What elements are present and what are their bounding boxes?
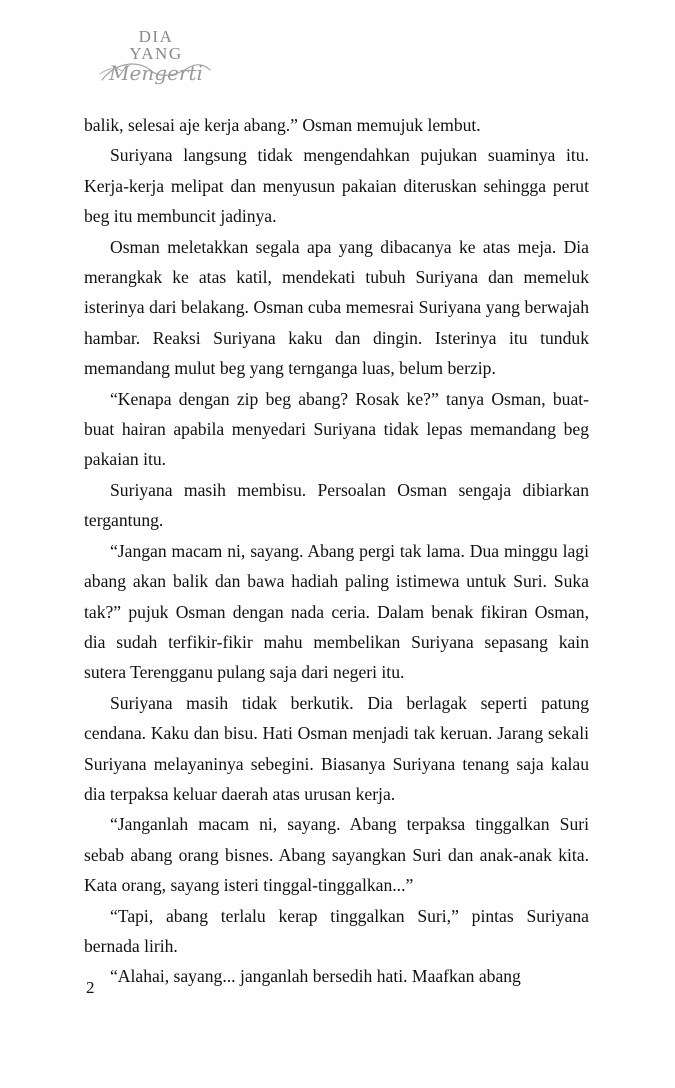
paragraph: Suriyana masih membisu. Persoalan Osman sengaja dibiarkan tergantung.: [84, 479, 589, 531]
paragraph: “Tapi, abang terlalu kerap tinggalkan Suri,” pintas Suriyana bernada lirih.: [84, 905, 589, 956]
paragraph: Suriyana masih tidak berkutik. Dia berlagak seperti patung cendana. Kaku dan bisu. Hati Osman menjadi tak keruan. Jarang sekali Suriyana melayaninya sebegini. Biasanya Suriyana tenang saja kalau dia terpaksa keluar daerah atas urusan kerja.: [84, 692, 589, 804]
paragraph: “Kenapa dengan zip beg abang? Rosak ke?” tanya Osman, buat-buat hairan apabila menyedari Suriyana tidak lepas memandang beg pakaian itu.: [84, 388, 589, 470]
paragraph: Osman meletakkan segala apa yang dibacanya ke atas meja. Dia merangkak ke atas katil, mendekati tubuh Suriyana dan memeluk isterinya dari belakang. Osman cuba memesrai Suriyana yang berwajah hambar. Reaksi Suriyana kaku dan dingin. Isterinya itu tunduk memandang mulut beg yang ternganga luas, belum berzip.: [84, 236, 589, 379]
paragraph: “Jangan macam ni, sayang. Abang pergi tak lama. Dua minggu lagi abang akan balik dan bawa hadiah paling istimewa untuk Suri. Suka tak?” pujuk Osman dengan nada ceria. Dalam benak fikiran Osman, dia sudah terfikir-fikir mahu membelikan Suriyana sepasang kain sutera Terengganu pulang saja dari negeri itu.: [84, 540, 589, 683]
paragraph: Suriyana langsung tidak mengendahkan pujukan suaminya itu. Kerja-kerja melipat dan menyusun pakaian diteruskan sehingga perut beg itu membuncit jadinya.: [84, 145, 589, 227]
paragraph: balik, selesai aje kerja abang.” Osman memujuk lembut.: [84, 115, 481, 135]
logo-line-mengerti: Mengerti: [109, 61, 203, 85]
book-logo: [96, 28, 216, 90]
page-body-text: [84, 110, 589, 992]
logo-line-yang: YANG: [129, 44, 183, 63]
paragraph: “Alahai, sayang... janganlah bersedih hati. Maafkan abang: [110, 966, 521, 987]
page-number: 2: [86, 978, 95, 997]
logo-line-dia: DIA: [138, 27, 174, 46]
paragraph: “Janganlah macam ni, sayang. Abang terpaksa tinggalkan Suri sebab abang orang bisnes. Abang sayangkan Suri dan anak-anak kita. Kata orang, sayang isteri tinggal-tinggalkan...”: [84, 814, 589, 896]
